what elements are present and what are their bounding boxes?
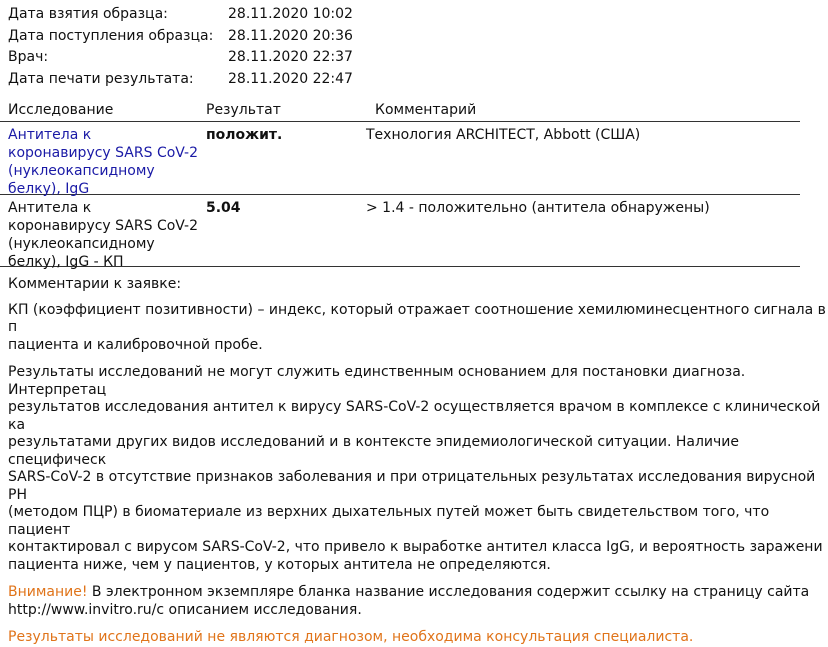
print-date-row — [8, 69, 353, 91]
sample-taken-label: Дата взятия образца: — [8, 6, 168, 22]
doctor-row — [8, 47, 353, 69]
comments-title: Комментарии к заявке: — [8, 276, 182, 292]
sample-received-label: Дата поступления образца: — [8, 27, 214, 44]
doctor-label: Врач: — [8, 49, 49, 65]
header-study: Исследование — [8, 102, 114, 118]
sample-info — [8, 4, 353, 90]
result-value: 5.04 — [206, 200, 241, 216]
warning-word: Внимание! — [8, 584, 88, 600]
sample-taken-value: 28.11.2020 10:02 — [228, 6, 353, 22]
table-row — [0, 122, 800, 195]
study-name-igg-kp: Антитела к коронавирусу SARS CoV-2 (нуклеокапсидному белку), IgG - КП — [8, 200, 199, 270]
header-result: Результат — [206, 102, 281, 118]
final-notice: Результаты исследований не являются диагнозом, необходима консультация специалиста. — [8, 629, 694, 645]
results-table-header — [0, 99, 800, 122]
header-comment: Комментарий — [375, 102, 477, 118]
sample-received-row — [8, 26, 353, 48]
request-comments — [8, 276, 828, 647]
disclaimer-paragraph: Результаты исследований не могут служить единственным основанием для постановки диагноза. Интерпретац результатов исследования антител к вирусу SARS-CoV-2 осуществляется врачом в комплексе с клинической ка результатами других видов исследований и в контексте эпидемиологической ситуации. Наличие специфическ SARS-CoV-2 в отсутствие признаков заболевания и при отрицательных результатах исследования вирусной РН (методом ПЦР) в биоматериале из верхних дыхательных путей может быть свидетельством того, что пациент контактировал с вирусом SARS-CoV-2, что привело к выработке антител класса IgG, и вероятность заражени пациента ниже, чем у пациентов, у которых антитела не определяются. — [8, 364, 823, 573]
result-comment: > 1.4 - положительно (антитела обнаружены) — [366, 200, 710, 216]
table-row — [0, 195, 800, 270]
result-comment: Технология ARCHITECT, Abbott (США) — [366, 127, 641, 143]
kp-definition: КП (коэффициент позитивности) – индекс, который отражает соотношение хемилюминесцентного сигнала в п пациента и калибровочной пробе. — [8, 301, 826, 353]
warning-text: В электронном экземпляре бланка название исследования содержит ссылку на страницу сайта http://www.invitro.ru/с описанием исследования. — [8, 584, 810, 618]
sample-received-value: 28.11.2020 20:36 — [228, 27, 353, 44]
results-table — [0, 99, 800, 270]
study-link-igg[interactable]: Антитела к коронавирусу SARS CoV-2 (нуклеокапсидному белку), IgG — [8, 127, 199, 197]
sample-taken-row — [8, 4, 353, 26]
print-date-label: Дата печати результата: — [8, 70, 194, 87]
result-value: положит. — [206, 127, 283, 143]
print-date-value: 28.11.2020 22:47 — [228, 70, 353, 87]
warning-paragraph — [8, 584, 828, 619]
doctor-value: 28.11.2020 22:37 — [228, 49, 353, 65]
